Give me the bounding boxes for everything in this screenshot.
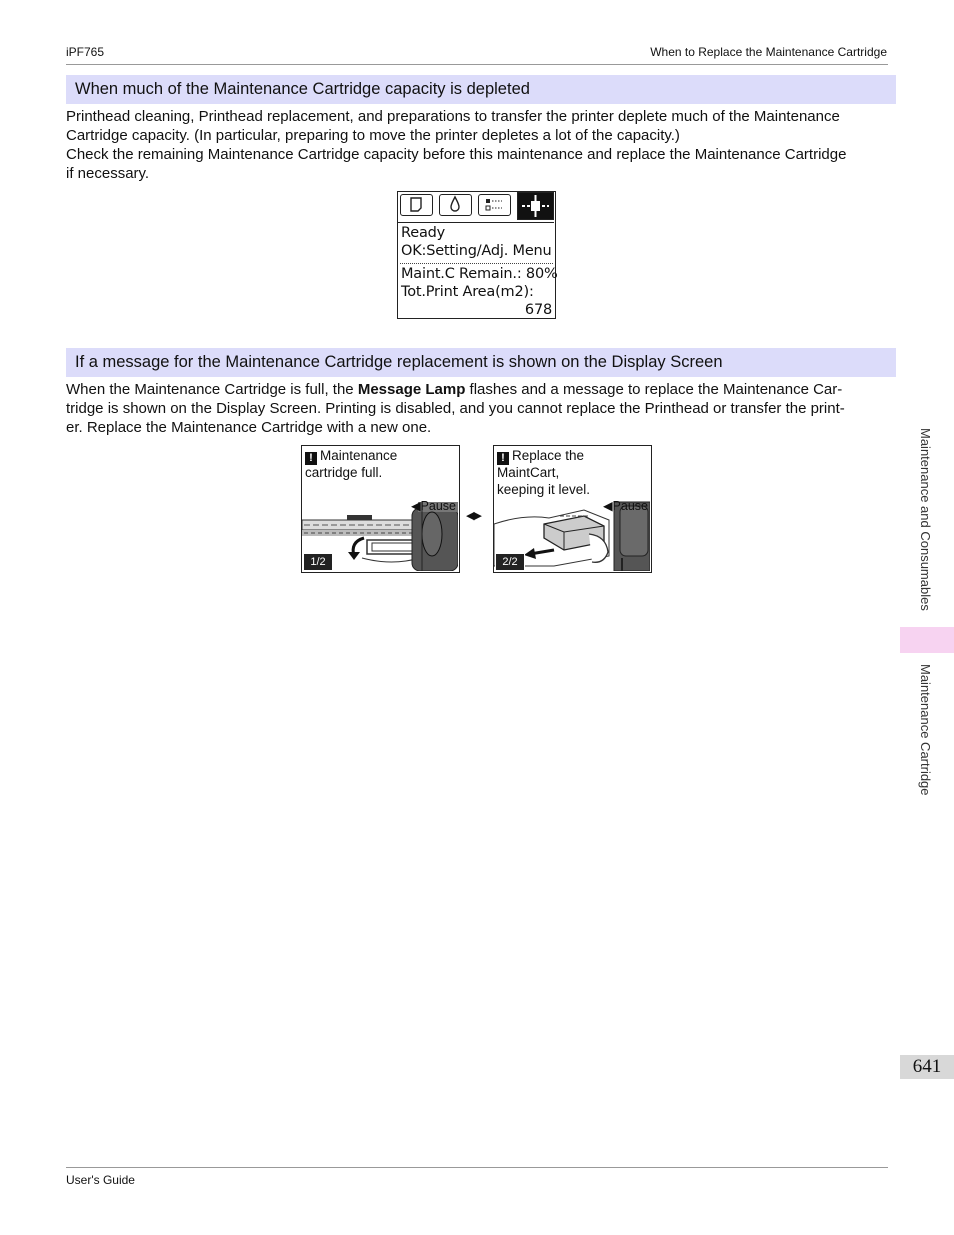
navigate-arrows-icon: ◀▶ <box>466 510 481 522</box>
paper-icon <box>400 194 433 216</box>
page-number: 641 <box>900 1055 954 1079</box>
header-product: iPF765 <box>66 45 105 59</box>
display-tab-bar <box>398 192 554 223</box>
header-title: When to Replace the Maintenance Cartridge <box>650 45 887 59</box>
section1-line: Cartridge capacity. (In particular, preparing to move the printer depletes a lot of the capacity.) <box>66 127 680 144</box>
pause-label: ◀Pause <box>602 499 648 513</box>
message-panel-1 <box>301 445 460 573</box>
display-divider <box>400 263 553 264</box>
header-divider <box>66 64 888 65</box>
message-panel-2 <box>493 445 652 573</box>
section1-line: Printhead cleaning, Printhead replacement, and preparations to transfer the printer deplete much of the Maintenance <box>66 108 840 125</box>
section1-line: Check the remaining Maintenance Cartridge capacity before this maintenance and replace the Maintenance Cartridge <box>66 146 847 163</box>
panel2-line <box>497 448 590 465</box>
warning-icon: ! <box>497 452 509 465</box>
panel2-line: keeping it level. <box>497 481 591 497</box>
sidebar-chapter-label: Maintenance and Consumables <box>918 428 933 611</box>
text-run: When the Maintenance Cartridge is full, the <box>66 381 358 398</box>
warning-icon: ! <box>305 452 317 465</box>
section-heading-replacement-message: If a message for the Maintenance Cartridge replacement is shown on the Display Screen <box>66 348 896 377</box>
footer-divider <box>66 1167 888 1168</box>
panel1-line: cartridge full. <box>305 465 383 480</box>
sidebar-section-marker <box>900 627 954 653</box>
section1-body <box>66 107 891 183</box>
section2-body <box>66 380 891 437</box>
section1-line: if necessary. <box>66 165 150 182</box>
sidebar-section-label: Maintenance Cartridge <box>918 664 933 796</box>
section-heading-capacity-depleted: When much of the Maintenance Cartridge capacity is depleted <box>66 75 896 104</box>
panel2-line: MaintCart, <box>497 465 560 480</box>
menu-list-icon <box>478 194 511 216</box>
maintenance-cartridge-icon <box>517 192 554 220</box>
footer-title: User's Guide <box>66 1173 135 1187</box>
panel1-line <box>305 448 397 465</box>
pause-label: ◀Pause <box>410 499 456 513</box>
text-run: flashes and a message to replace the Maintenance Car- <box>465 381 843 398</box>
display-print-area-value: 678 <box>524 302 552 318</box>
display-menu-hint: OK:Setting/Adj. Menu <box>401 243 552 259</box>
message-lamp-term: Message Lamp <box>357 381 466 398</box>
panel2-message <box>497 448 590 498</box>
display-print-area-label: Tot.Print Area(m2): <box>401 284 534 300</box>
panel1-text: Maintenance <box>320 448 398 463</box>
section2-line: er. Replace the Maintenance Cartridge with a new one. <box>66 419 432 436</box>
display-screen-illustration <box>397 191 556 319</box>
page-indicator: 1/2 <box>303 553 333 571</box>
display-status: Ready <box>401 225 446 241</box>
display-maint-remain: Maint.C Remain.: 80% <box>401 266 558 282</box>
panel1-message <box>305 448 397 482</box>
page-indicator: 2/2 <box>495 553 525 571</box>
section2-line: tridge is shown on the Display Screen. Printing is disabled, and you cannot replace the Printhead or transfer the print- <box>66 400 845 417</box>
panel2-text: Replace the <box>512 448 585 463</box>
ink-drop-icon <box>439 194 472 216</box>
section2-line <box>66 380 891 399</box>
